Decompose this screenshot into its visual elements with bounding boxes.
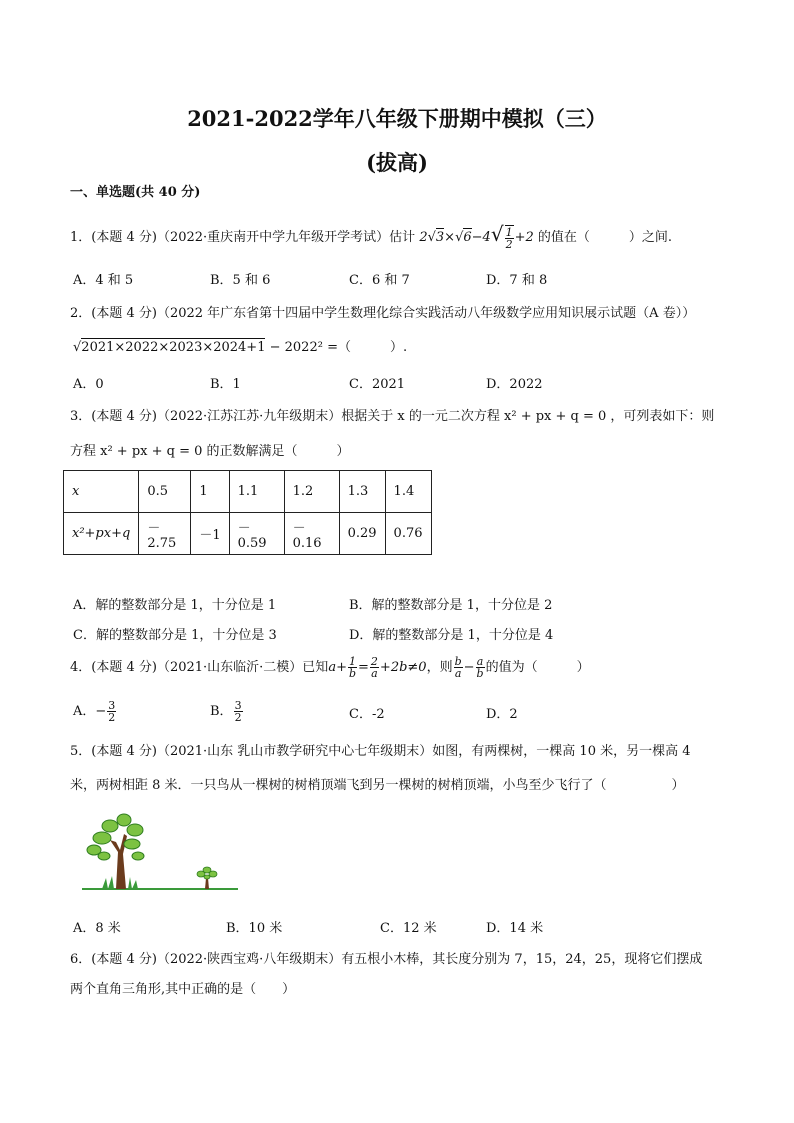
question-3-line2: 方程 x² + px + q = 0 的正数解满足（ ） — [70, 444, 350, 459]
q4-option-c[interactable]: C．-2 — [349, 707, 385, 722]
two-trees-illustration — [80, 812, 242, 894]
table-cell: 0.5 — [139, 471, 191, 513]
small-tree-trunk — [205, 878, 209, 889]
q4-option-b[interactable]: B． $\frac{3}{2}$ — [210, 699, 242, 724]
q1-option-b[interactable]: B．5 和 6 — [210, 273, 271, 288]
question-6-line1: 6．(本题 4 分)（2022·陕西宝鸡·八年级期末）有五根小木棒，其长度分别为 7，15，24，25，现将它们摆成 — [70, 952, 703, 967]
table-cell: x — [64, 471, 139, 513]
q5-option-c[interactable]: C．12 米 — [380, 921, 437, 936]
table-cell: 1.2 — [284, 471, 339, 513]
question-4-expression: $\frac{b}{a}$ − $\frac{a}{b}$ — [454, 655, 484, 680]
table-cell: －1 — [191, 513, 229, 555]
big-tree-canopy — [87, 814, 144, 860]
q2-option-b[interactable]: B．1 — [210, 377, 241, 392]
question-2-rest: − 2022² =（ ）. — [265, 340, 408, 355]
table-row — [64, 513, 432, 555]
q3-option-b[interactable]: B．解的整数部分是 1，十分位是 2 — [349, 598, 553, 613]
question-6-line2: 两个直角三角形,其中正确的是（ ） — [70, 982, 296, 997]
small-tree-canopy — [197, 867, 217, 879]
question-4-middle: ，则 — [426, 660, 453, 675]
table-cell: 1.1 — [229, 471, 284, 513]
q2-option-a[interactable]: A．0 — [73, 377, 104, 392]
question-1-formula: 2√3×√6−4√ $\frac{1}{2}$ +2 — [419, 222, 534, 251]
question-4-suffix: 的值为（ ） — [485, 660, 590, 675]
q4-option-a[interactable]: A．− $\frac{3}{2}$ — [73, 699, 116, 724]
q5-option-b[interactable]: B．10 米 — [226, 921, 283, 936]
question-4 — [70, 653, 590, 683]
question-2-line1: 2．(本题 4 分)（2022 年广东省第十四届中学生数理化综合实践活动八年级数学应用知识展示试题（A 卷）） — [70, 306, 696, 321]
question-5-line2: 米，两树相距 8 米．一只鸟从一棵树的树梢顶端飞到另一棵树的树梢顶端，小鸟至少飞行了（ ） — [70, 778, 685, 793]
table-cell: 1.4 — [385, 471, 431, 513]
document-title: 2021-2022学年八年级下册期中模拟（三） — [187, 106, 607, 131]
question-4-condition: a+ $\frac{1}{b}$ = $\frac{2}{a}$ +2b≠0 — [328, 655, 427, 680]
question-2-formula: √2021×2022×2023×2024+1 − 2022² =（ ）. — [73, 340, 408, 355]
q1-option-d[interactable]: D．7 和 8 — [486, 273, 548, 288]
section-heading: 一、单选题(共 40 分) — [70, 185, 201, 200]
q2-option-c[interactable]: C．2021 — [349, 377, 406, 392]
q3-option-d[interactable]: D．解的整数部分是 1，十分位是 4 — [349, 628, 554, 643]
question-1 — [70, 222, 672, 250]
question-5-line1: 5．(本题 4 分)（2021·山东 乳山市教学研究中心七年级期末）如图，有两棵树，一棵高 10 米，另一棵高 4 — [70, 744, 691, 759]
q5-option-a[interactable]: A．8 米 — [73, 921, 121, 936]
q5-option-d[interactable]: D．14 米 — [486, 921, 544, 936]
table-row — [64, 471, 432, 513]
table-cell: －0.59 — [229, 513, 284, 555]
q3-option-a[interactable]: A．解的整数部分是 1，十分位是 1 — [73, 598, 277, 613]
table-cell: 0.76 — [385, 513, 431, 555]
table-cell: －2.75 — [139, 513, 191, 555]
question-2-radicand: 2021×2022×2023×2024+1 — [81, 340, 266, 355]
q1-option-c[interactable]: C．6 和 7 — [349, 273, 410, 288]
question-4-text: 4．(本题 4 分)（2021·山东临沂·二模）已知 — [70, 660, 329, 675]
q2-option-d[interactable]: D．2022 — [486, 377, 543, 392]
table-cell: x²+px+q — [64, 513, 139, 555]
table-cell: －0.16 — [284, 513, 339, 555]
table-cell: 1.3 — [339, 471, 385, 513]
value-table — [63, 470, 432, 555]
document-subtitle: (拔高) — [366, 150, 428, 175]
question-1-text: 1．(本题 4 分)（2022·重庆南开中学九年级开学考试）估计 — [70, 230, 416, 245]
q3-option-c[interactable]: C．解的整数部分是 1，十分位是 3 — [73, 628, 277, 643]
question-3-line1: 3．(本题 4 分)（2022·江苏江苏·九年级期末）根据关于 x 的一元二次方程 x² + px + q = 0 ，可列表如下：则 — [70, 409, 715, 424]
table-cell: 0.29 — [339, 513, 385, 555]
table-cell: 1 — [191, 471, 229, 513]
q4-option-d[interactable]: D．2 — [486, 707, 518, 722]
question-1-suffix: 的值在（ ）之间. — [537, 230, 673, 245]
q1-option-a[interactable]: A．4 和 5 — [73, 273, 134, 288]
